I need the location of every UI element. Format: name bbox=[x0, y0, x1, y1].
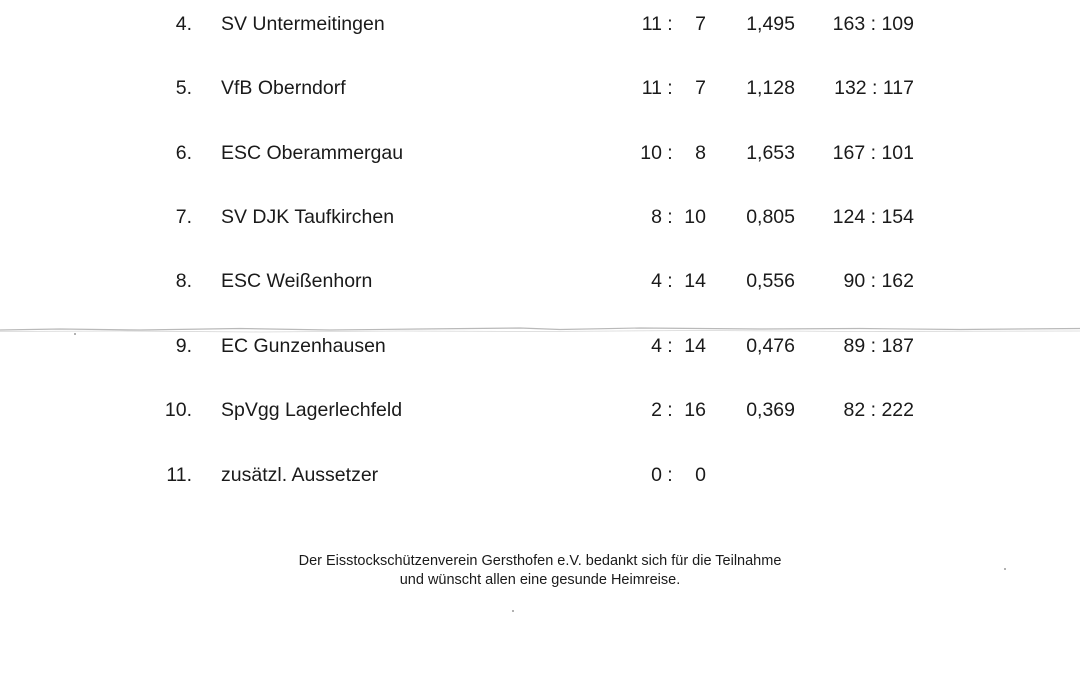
team-name: SV Untermeitingen bbox=[221, 13, 385, 35]
points-lost: 0 bbox=[695, 464, 706, 486]
shot-ratio: 124 : 154 bbox=[832, 206, 914, 228]
points-lost: 14 bbox=[684, 335, 706, 357]
shot-ratio: 90 : 162 bbox=[843, 270, 914, 292]
closing-note-line-1: Der Eisstockschützenverein Gersthofen e.V. bedankt sich für die Teilnahme bbox=[298, 553, 782, 569]
quotient: 1,128 bbox=[746, 77, 795, 99]
points-won: 8 bbox=[651, 206, 662, 228]
shot-ratio: 82 : 222 bbox=[843, 399, 914, 421]
quotient: 0,556 bbox=[746, 270, 795, 292]
shot-ratio: 132 : 117 bbox=[834, 77, 914, 99]
scan-speck bbox=[512, 610, 514, 612]
points-won: 11 bbox=[641, 13, 662, 35]
rank: 11. bbox=[166, 464, 192, 486]
rank: 8. bbox=[175, 270, 192, 292]
table-row bbox=[0, 138, 1080, 168]
team-name: VfB Oberndorf bbox=[221, 77, 346, 99]
points-separator: : bbox=[667, 142, 673, 164]
points-separator: : bbox=[667, 335, 673, 357]
shot-ratio: 89 : 187 bbox=[843, 335, 914, 357]
team-name: ESC Weißenhorn bbox=[221, 270, 373, 292]
rank: 6. bbox=[175, 142, 192, 164]
quotient: 1,653 bbox=[746, 142, 795, 164]
shot-ratio: 167 : 101 bbox=[832, 142, 914, 164]
points-lost: 7 bbox=[695, 77, 706, 99]
team-name: ESC Oberammergau bbox=[221, 142, 404, 164]
rank: 5. bbox=[175, 77, 192, 99]
team-name: EC Gunzenhausen bbox=[221, 335, 386, 357]
table-row bbox=[0, 460, 1080, 490]
table-row bbox=[0, 331, 1080, 361]
quotient: 0,805 bbox=[746, 206, 795, 228]
rank: 4. bbox=[175, 13, 192, 35]
rank: 7. bbox=[175, 206, 192, 228]
rank: 9. bbox=[175, 335, 192, 357]
points-separator: : bbox=[667, 270, 673, 292]
table-row bbox=[0, 395, 1080, 425]
points-separator: : bbox=[667, 77, 673, 99]
points-lost: 8 bbox=[695, 142, 706, 164]
closing-note-line-2: und wünscht allen eine gesunde Heimreise. bbox=[399, 572, 681, 588]
points-won: 11 bbox=[641, 77, 662, 99]
team-name: SV DJK Taufkirchen bbox=[221, 206, 395, 228]
quotient: 1,495 bbox=[746, 13, 795, 35]
table-row bbox=[0, 266, 1080, 296]
points-separator: : bbox=[667, 206, 673, 228]
quotient: 0,369 bbox=[746, 399, 795, 421]
team-name: SpVgg Lagerlechfeld bbox=[221, 399, 403, 421]
points-separator: : bbox=[667, 13, 673, 35]
points-lost: 7 bbox=[695, 13, 706, 35]
points-separator: : bbox=[667, 399, 673, 421]
points-won: 10 bbox=[640, 142, 662, 164]
table-row bbox=[0, 202, 1080, 232]
table-row bbox=[0, 73, 1080, 103]
closing-note bbox=[0, 552, 1080, 590]
points-lost: 10 bbox=[684, 206, 706, 228]
points-lost: 14 bbox=[684, 270, 706, 292]
table-row bbox=[0, 9, 1080, 39]
points-separator: : bbox=[667, 464, 673, 486]
team-name: zusätzl. Aussetzer bbox=[221, 464, 379, 486]
points-won: 4 bbox=[651, 335, 662, 357]
shot-ratio: 163 : 109 bbox=[832, 13, 914, 35]
rank: 10. bbox=[164, 399, 192, 421]
points-won: 4 bbox=[651, 270, 662, 292]
points-won: 2 bbox=[651, 399, 662, 421]
points-won: 0 bbox=[651, 464, 662, 486]
points-lost: 16 bbox=[684, 399, 706, 421]
quotient: 0,476 bbox=[746, 335, 795, 357]
